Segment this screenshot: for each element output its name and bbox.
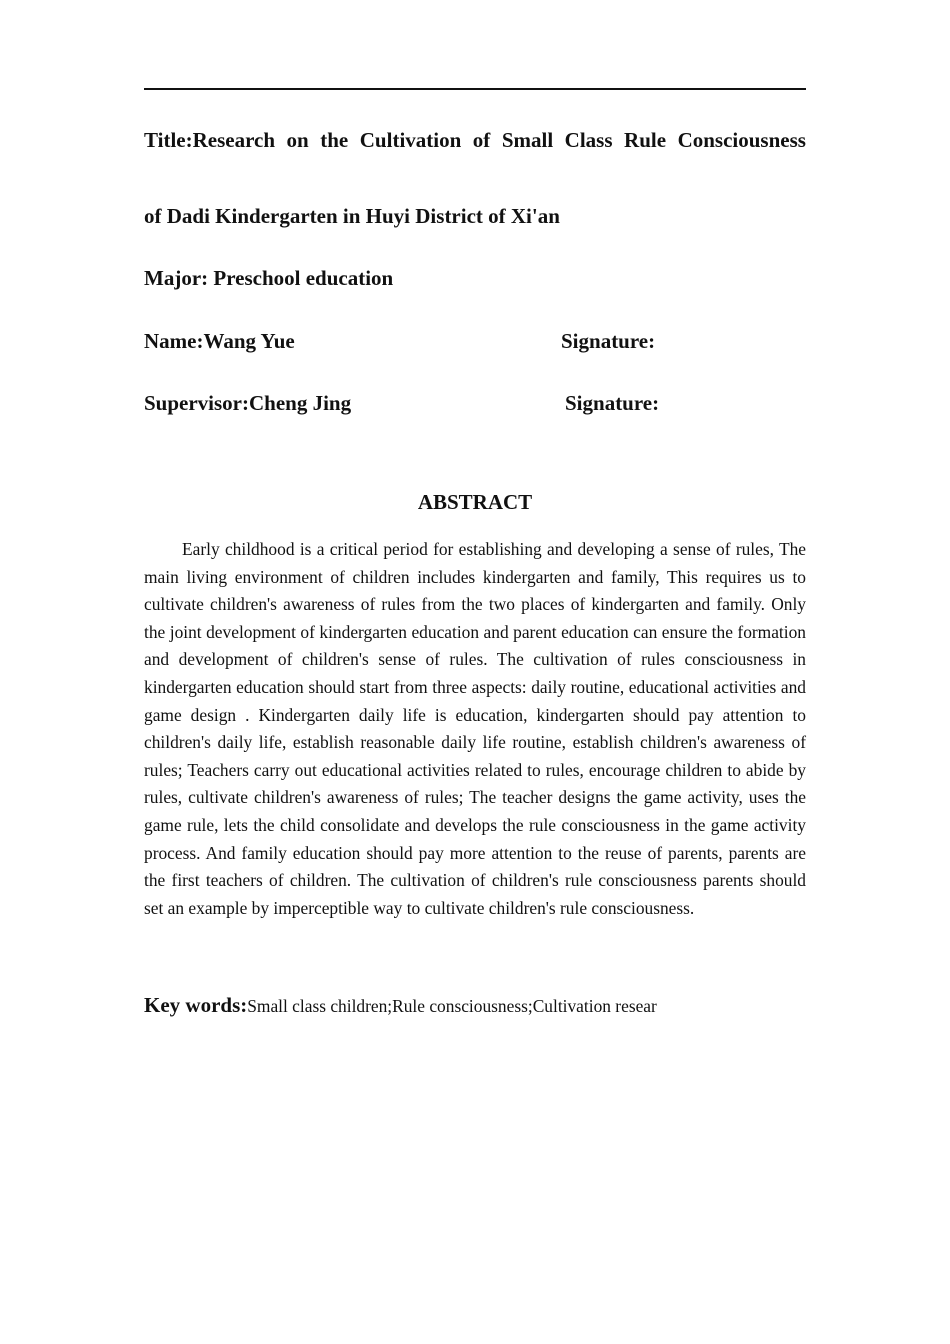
title-word: Title:Research bbox=[144, 128, 276, 152]
title-word: Cultivation bbox=[359, 128, 462, 152]
title-line-1 bbox=[144, 127, 806, 153]
top-horizontal-rule bbox=[144, 88, 806, 90]
keywords-label: Key words: bbox=[144, 993, 248, 1017]
supervisor-name: Supervisor:Cheng Jing bbox=[144, 391, 352, 415]
abstract-heading: ABSTRACT bbox=[417, 490, 533, 514]
major-field: Major: Preschool education bbox=[144, 266, 394, 290]
title-word: Small bbox=[501, 128, 554, 152]
abstract-body: Early childhood is a critical period for establishing and developing a sense of rules, The main living environment of children includes kindergarten and family, This requires us to cultivate children's awareness of rules from the two places of kindergarten and family. Only the joint development of kindergarten education and parent education can ensure the formation and development of children's sense of rules. The cultivation of rules consciousness in kindergarten education should start from three aspects: daily routine, educational activities and game design . Kindergarten daily life is education, kindergarten should pay attention to children's daily life, establish reasonable daily life routine, establish children's awareness of rules; Teachers carry out educational activities related to rules, encourage children to abide by rules, cultivate children's awareness of rules; The teacher designs the game activity, uses the game rule, lets the child consolidate and develops the rule consciousness in the game activity process. And family education should pay more attention to the reuse of parents, parents are the first teachers of children. The cultivation of children's rule consciousness parents should set an example by imperceptible way to cultivate children's rule consciousness. bbox=[144, 539, 806, 918]
title-word: Class bbox=[564, 128, 613, 152]
student-name: Name:Wang Yue bbox=[144, 329, 295, 353]
keywords-line bbox=[144, 990, 806, 1023]
title-word: on bbox=[286, 128, 309, 152]
keywords-value: Small class children;Rule consciousness;Cultivation resear bbox=[247, 996, 657, 1016]
title-word: Consciousness bbox=[677, 128, 806, 152]
title-word: Rule bbox=[624, 128, 667, 152]
student-signature-label: Signature: bbox=[561, 329, 656, 353]
title-line-2: of Dadi Kindergarten in Huyi District of Xi'an bbox=[144, 204, 560, 228]
title-word: of bbox=[472, 128, 491, 152]
supervisor-signature-label: Signature: bbox=[565, 391, 660, 415]
title-word: the bbox=[320, 128, 349, 152]
